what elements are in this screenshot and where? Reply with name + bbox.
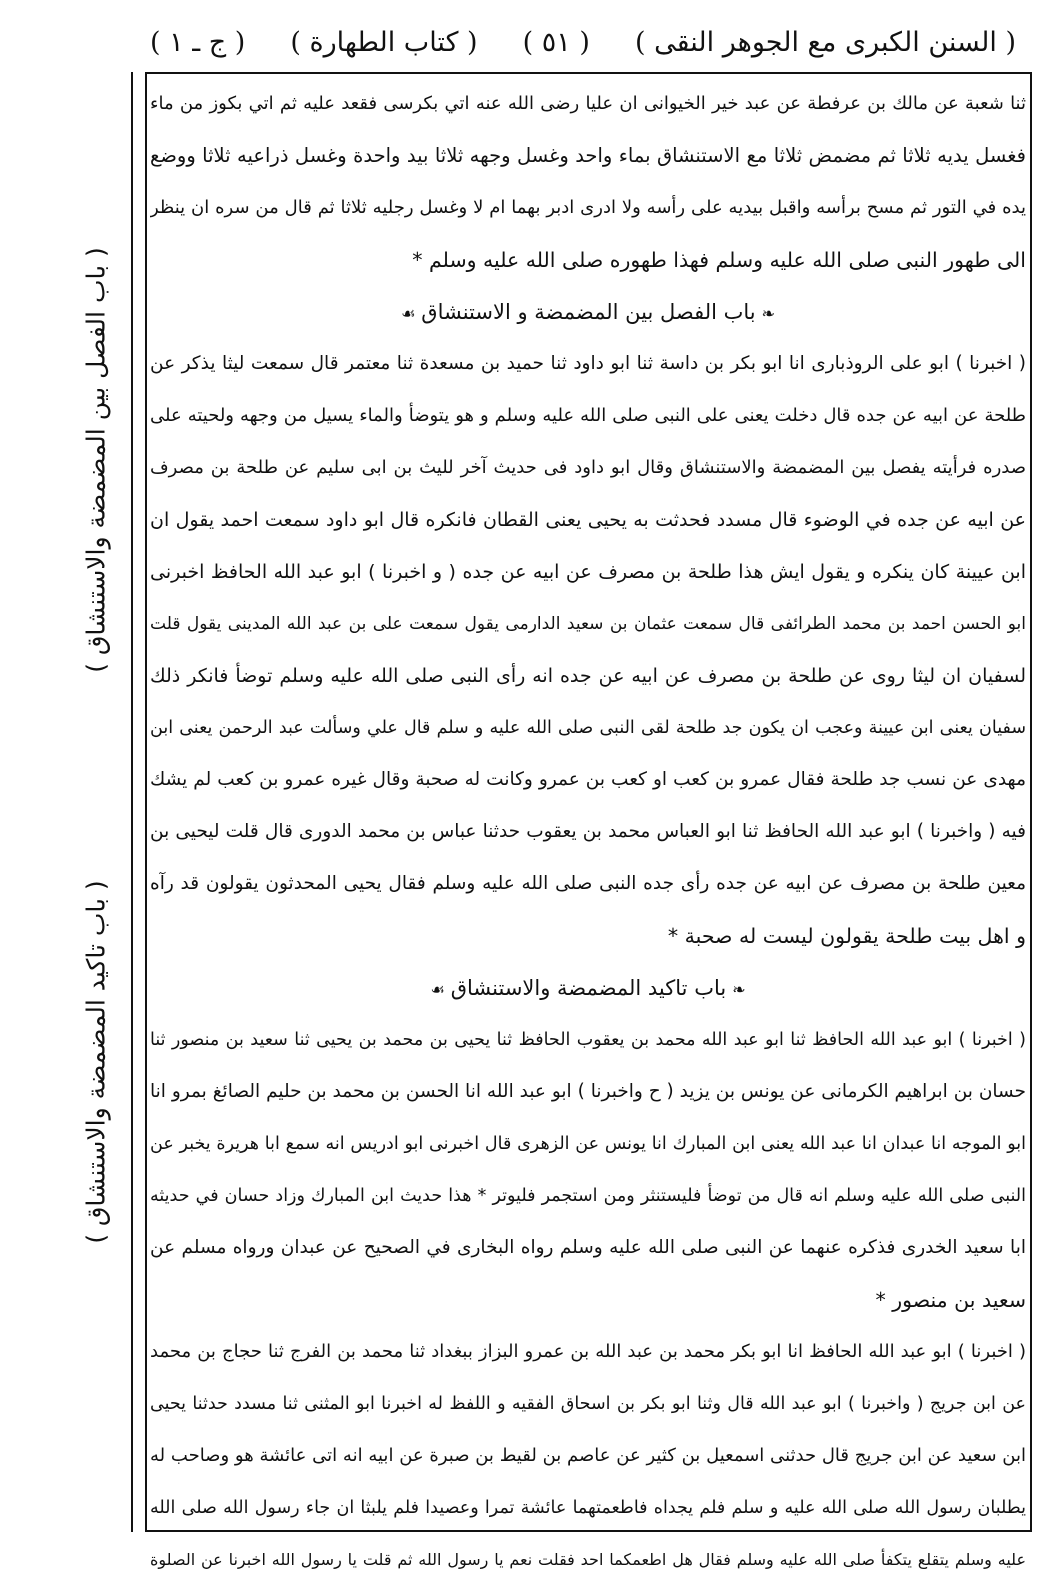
text-line: طلحة عن ابيه عن جده قال دخلت يعنى على النبى صلى الله عليه وسلم و هو يتوضأ والماء يسيل من وجهه ولحيته على [150,405,1026,426]
text-line: يطلبان رسول الله صلى الله عليه و سلم فلم يجداه فاطعمتهما عائشة تمرا وعصيدا فلم يلبثا ان جاء رسول الله صلى الله [150,1498,1026,1518]
running-header [150,22,1016,62]
text-line: معين طلحة بن مصرف عن ابيه عن جده رأى جده النبى صلى الله عليه وسلم فقال يحيى المحدثون يقولون قد رآه [150,873,1026,894]
text-line: عن ابن جريج ( واخبرنا ) ابو عبد الله قال وثنا ابو بكر بن اسحاق الفقيه و اللفظ له اخبرنا ابو المثنى ثنا مسدد حدثنا يحيى [150,1394,1026,1414]
book-title: ( السنن الكبرى مع الجوهر النقى ) [634,26,1016,58]
page-number: ( ٥١ ) [522,26,590,58]
text-line: و اهل بيت طلحة يقولون ليست له صحبة * [667,924,1026,948]
section-heading: ❧باب الفصل بين المضمضة و الاستنشاق☙ [150,286,1026,338]
text-line: حسان بن ابراهيم الكرمانى عن يونس بن يزيد ( ح واخبرنا ) ابو عبد الله انا الحسن بن محمد بن حليم الصائغ بمرو انا [150,1081,1026,1102]
text-line: الى طهور النبى صلى الله عليه وسلم فهذا طهوره صلى الله عليه وسلم * [412,248,1026,272]
text-line: لسفيان ان ليثا روى عن طلحة بن مصرف عن ابيه عن جده انه رأى النبى صلى الله عليه وسلم توضأ فانكر ذلك [150,665,1026,687]
text-line: مهدى عن نسب جد طلحة فقال عمرو بن كعب او كعب بن عمرو وكانت له صحبة وقال غيره عمرو بن كعب لم يشك [150,769,1026,790]
text-line: ابا سعيد الخدرى فذكره عنهما عن النبى صلى الله عليه وسلم رواه البخارى في الصحيح عن عبدان ورواه مسلم عن [150,1237,1026,1258]
text-line: النبى صلى الله عليه وسلم انه قال من توضأ فليستنثر ومن استجمر فليوتر * هذا حديث ابن المبارك وزاد حسان في حديثه [150,1186,1026,1206]
text-line: عليه وسلم يتقلع يتكفأ صلى الله عليه وسلم فقال هل اطعمكما احد فقلت نعم يا رسول الله ثم قلت يا رسول الله اخبرنا عن الصلوة [150,1550,1026,1569]
text-line: ابن سعيد عن ابن جريج قال حدثنى اسمعيل بن كثير عن عاصم بن لقيط بن صبرة عن ابيه انه اتى عائشة هو وصاحب له [150,1445,1026,1466]
text-line: ابو الحسن احمد بن محمد الطرائفى قال سمعت عثمان بن سعيد الدارمى يقول سمعت على بن عبد الله المدينى يقول قلت [150,614,1026,634]
text-line: سعيد بن منصور * [875,1288,1026,1312]
text-line: صدره فرأيته يفصل بين المضمضة والاستنشاق وقال ابو داود فى حديث آخر لليث بن ابى سليم عن طلحة بن مصرف [150,457,1026,478]
text-line: سفيان يعنى ابن عيينة وعجب ان يكون جد طلحة لقى النبى صلى الله عليه و سلم قال علي وسألت عبد الرحمن يعنى ابن [150,718,1026,738]
ornament-icon: ☙ [400,304,416,323]
ornament-icon: ❧ [732,980,746,999]
text-line: فيه ( واخبرنا ) ابو عبد الله الحافظ ثنا ابو العباس محمد بن يعقوب حدثنا عباس بن محمد الدورى قال قلت ليحيى بن [150,821,1026,842]
main-text [150,78,1026,1586]
text-line: ( اخبرنا ) ابو عبد الله الحافظ انا ابو بكر محمد بن عبد الله بن عمرو البزاز ببغداد ثنا محمد بن الفرج ثنا حجاج بن محمد [150,1341,1026,1362]
text-line: ( اخبرنا ) ابو عبد الله الحافظ ثنا ابو عبد الله محمد بن يعقوب الحافظ ثنا يحيى بن محمد بن يحيى ثنا سعيد بن منصور ثنا [150,1030,1026,1050]
margin-rule [131,72,133,1532]
volume-number: ( ج ـ ١ ) [150,26,246,58]
book-page: ( السنن الكبرى مع الجوهر النقى ) ( ٥١ ) ( كتاب الطهارة ) ( ج ـ ١ ) ( باب الفصل بين المضمضة والاستنشاق ) ( باب تاكيد المضمضة والاستنشاق ) ثنا شعبة عن مالك بن عرفطة عن عبد خير الخيوانى ان عليا رضى الله عنه اتي بكرسى فقعد عليه ثم اتي بكوز من ماء فغسل يديه ثلاثا ثم مضمض ثلاثا مع الاستنشاق بماء واحد وغسل وجهه ثلاثا بيد واحدة وغسل ذراعيه ثلاثا ووضع يده في التور ثم مسح برأسه واقبل بيديه على رأسه ولا ادرى ادبر بهما ام لا وغسل رجليه ثلاثا ثم قال من سره ان ينظر الى طهور النبى صلى الله عليه وسلم فهذا طهوره صلى الله عليه وسلم * ❧باب الفصل بين المضمضة و الاستنشاق☙ ( اخبرنا ) ابو على الروذبارى انا ابو بكر بن داسة ثنا ابو داود ثنا حميد بن مسعدة ثنا معتمر قال سمعت ليثا يذكر عن طلحة عن ابيه عن جده قال دخلت يعنى على النبى صلى الله عليه وسلم و هو يتوضأ والماء يسيل من وجهه ولحيته على صدره فرأيته يفصل بين المضمضة والاستنشاق وقال ابو داود فى حديث آخر لليث بن ابى سليم عن طلحة بن مصرف عن ابيه عن جده في الوضوء قال مسدد فحدثت به يحيى يعنى القطان فانكره قال ابو داود سمعت احمد يقول ان ابن عيينة كان ينكره و يقول ايش هذا طلحة بن مصرف عن ابيه عن جده ( و اخبرنا ) ابو عبد الله الحافظ اخبرنى ابو الحسن احمد بن محمد الطرائفى قال سمعت عثمان بن سعيد الدارمى يقول سمعت على بن عبد الله المدينى يقول قلت لسفيان ان ليثا روى عن طلحة بن مصرف عن ابيه عن جده انه رأى النبى صلى الله عليه وسلم توضأ فانكر ذلك سفيان يعنى ابن عيينة وعجب ان يكون جد طلحة لقى النبى صلى الله عليه و سلم قال علي وسألت عبد الرحمن يعنى ابن مهدى عن نسب جد طلحة فقال عمرو بن كعب او كعب بن عمرو وكانت له صحبة وقال غيره عمرو بن كعب لم يشك فيه ( واخبرنا ) ابو عبد الله الحافظ ثنا ابو العباس محمد بن يعقوب حدثنا عباس بن محمد الدورى قال قلت ليحيى بن معين طلحة بن مصرف عن ابيه عن جده رأى جده النبى صلى الله عليه وسلم فقال يحيى المحدثون يقولون قد رآه و اهل بيت طلحة يقولون ليست له صحبة * ❧باب تاكيد المضمضة والاستنشاق☙ ( اخبرنا ) ابو عبد الله الحافظ ثنا ابو عبد الله محمد بن يعقوب الحافظ ثنا يحيى بن محمد بن يحيى ثنا سعيد بن منصور ثنا حسان بن ابراهيم الكرمانى عن يونس بن يزيد ( ح واخبرنا ) ابو عبد الله انا الحسن بن محمد بن حليم الصائغ بمرو انا ابو الموجه انا عبدان انا عبد الله يعنى ابن المبارك انا يونس عن الزهرى قال اخبرنى ابو ادريس انه سمع ابا هريرة يخبر عن النبى صلى الله عليه وسلم انه قال من توضأ فليستنثر ومن استجمر فليوتر * هذا حديث ابن المبارك وزاد حسان في حديثه ابا سعيد الخدرى فذكره عنهما عن النبى صلى الله عليه وسلم رواه البخارى في الصحيح عن عبدان ورواه مسلم عن سعيد بن منصور * ( اخبرنا ) ابو عبد الله الحافظ انا ابو بكر محمد بن عبد الله بن عمرو البزاز ببغداد ثنا محمد بن الفرج ثنا حجاج بن محمد عن ابن جريج ( واخبرنا ) ابو عبد الله قال وثنا ابو بكر بن اسحاق الفقيه و اللفظ له اخبرنا ابو المثنى ثنا مسدد حدثنا يحيى ابن سعيد عن ابن جريج قال حدثنى اسمعيل بن كثير عن عاصم بن لقيط بن صبرة عن ابيه انه اتى عائشة هو وصاحب له يطلبان رسول الله صلى الله عليه و سلم فلم يجداه فاطعمتهما عائشة تمرا وعصيدا فلم يلبثا ان جاء رسول الله صلى الله عليه وسلم يتقلع يتكفأ صلى الله عليه وسلم فقال هل اطعمكما احد فقلت نعم يا رسول الله ثم قلت يا رسول الله اخبرنا عن الصلوة [0,0,1051,1541]
text-line: ثنا شعبة عن مالك بن عرفطة عن عبد خير الخيوانى ان عليا رضى الله عنه اتي بكرسى فقعد عليه ثم اتي بكوز من ماء [150,93,1026,114]
text-line: ( اخبرنا ) ابو على الروذبارى انا ابو بكر بن داسة ثنا ابو داود ثنا حميد بن مسعدة ثنا معتمر قال سمعت ليثا يذكر عن [150,353,1026,374]
ornament-icon: ☙ [430,980,445,999]
text-line: فغسل يديه ثلاثا ثم مضمض ثلاثا مع الاستنشاق بماء واحد وغسل وجهه ثلاثا بيد واحدة وغسل ذراعيه ثلاثا ووضع [150,144,1026,167]
text-line: عن ابيه عن جده في الوضوء قال مسدد فحدثت به يحيى يعنى القطان فانكره قال ابو داود سمعت احمد يقول ان [150,509,1026,531]
chapter-name: ( كتاب الطهارة ) [290,26,478,58]
text-line: ابو الموجه انا عبدان انا عبد الله يعنى ابن المبارك انا يونس عن الزهرى قال اخبرنى ابو ادريس انه سمع ابا هريرة يخبر عن [150,1134,1026,1154]
section-heading: ❧باب تاكيد المضمضة والاستنشاق☙ [150,962,1026,1014]
ornament-icon: ❧ [761,304,776,323]
text-line: ابن عيينة كان ينكره و يقول ايش هذا طلحة بن مصرف عن ابيه عن جده ( و اخبرنا ) ابو عبد الله الحافظ اخبرنى [150,561,1026,583]
text-line: يده في التور ثم مسح برأسه واقبل بيديه على رأسه ولا ادرى ادبر بهما ام لا وغسل رجليه ثلاثا ثم قال من سره ان ينظر [150,197,1026,218]
